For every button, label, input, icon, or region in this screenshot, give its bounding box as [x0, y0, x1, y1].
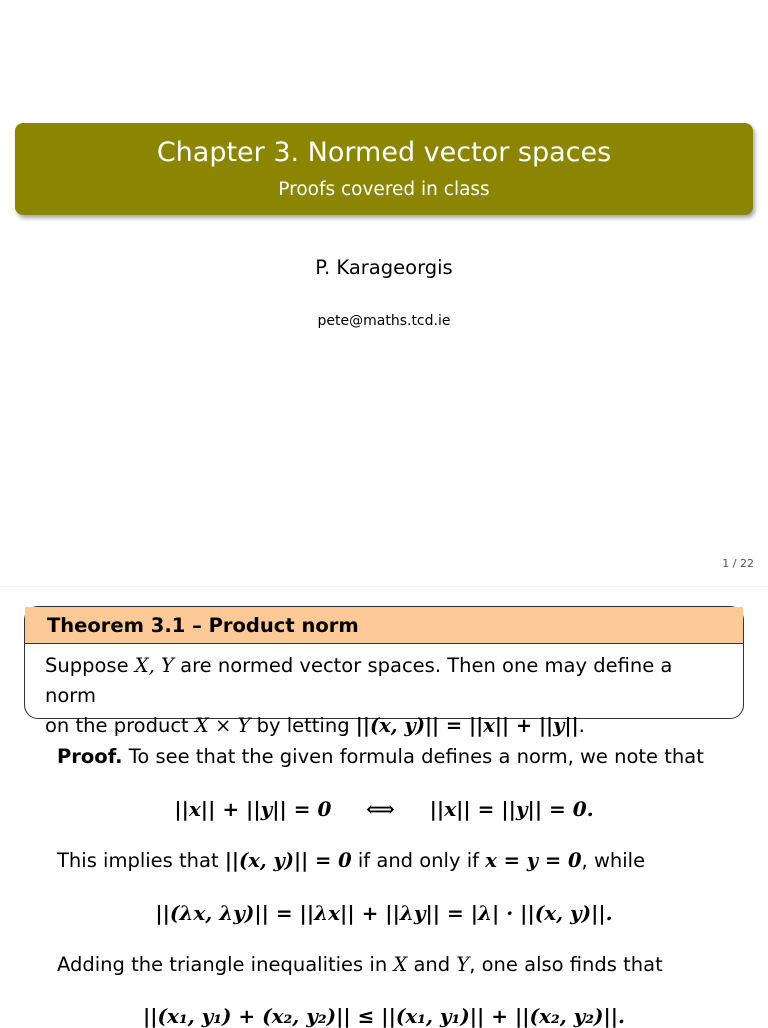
equation-1: ||x|| + ||y|| = 0 ⟺ ||x|| = ||y|| = 0.: [174, 797, 594, 821]
math: ||(x, y)|| = 0: [224, 849, 352, 872]
math: ||(x, y)|| = ||x|| + ||y||: [355, 714, 579, 737]
theorem-line-2: [45, 711, 729, 741]
text: and: [407, 953, 457, 976]
math: X × Y: [194, 714, 251, 737]
text: To see that the given formula defines a norm, we note that: [122, 745, 704, 768]
email: pete@maths.tcd.ie: [317, 313, 451, 329]
math: X, Y: [134, 654, 174, 677]
title-box: [15, 123, 753, 215]
theorem-line-1: [45, 651, 729, 711]
equation-3: ||(x₁, y₁) + (x₂, y₂)|| ≤ ||(x₁, y₁)|| + ||(x₂, y₂)||.: [143, 1004, 625, 1028]
slide-divider: [0, 586, 768, 587]
text: , one also finds that: [469, 953, 663, 976]
text: on the product: [45, 714, 195, 737]
proof-line-2: [57, 849, 728, 872]
text: .: [578, 714, 585, 737]
text: Suppose: [45, 654, 135, 677]
theorem-box: [24, 606, 744, 737]
slide-subtitle: Proofs covered in class: [278, 179, 490, 200]
text: if and only if: [351, 849, 486, 872]
equation-2: ||(λx, λy)|| = ||λx|| + ||λy|| = |λ| · ||(x, y)||.: [155, 901, 613, 925]
text: are normed vector spaces. Then one may define a norm: [45, 654, 673, 707]
proof-line-3: [57, 953, 728, 976]
math: Y: [456, 953, 470, 976]
text: This implies that: [57, 849, 225, 872]
page-number: 1 / 22: [722, 557, 754, 570]
text: , while: [581, 849, 646, 872]
author: P. Karageorgis: [315, 256, 453, 279]
math: x = y = 0: [485, 849, 582, 872]
proof-label: Proof.: [57, 745, 123, 768]
theorem-heading: Theorem 3.1 – Product norm: [25, 607, 743, 644]
proof-line-1: [57, 745, 728, 768]
slide-title: Chapter 3. Normed vector spaces: [156, 137, 612, 168]
theorem-body: [45, 651, 729, 741]
text: Adding the triangle inequalities in: [57, 953, 394, 976]
math: X: [393, 953, 408, 976]
text: by letting: [250, 714, 356, 737]
